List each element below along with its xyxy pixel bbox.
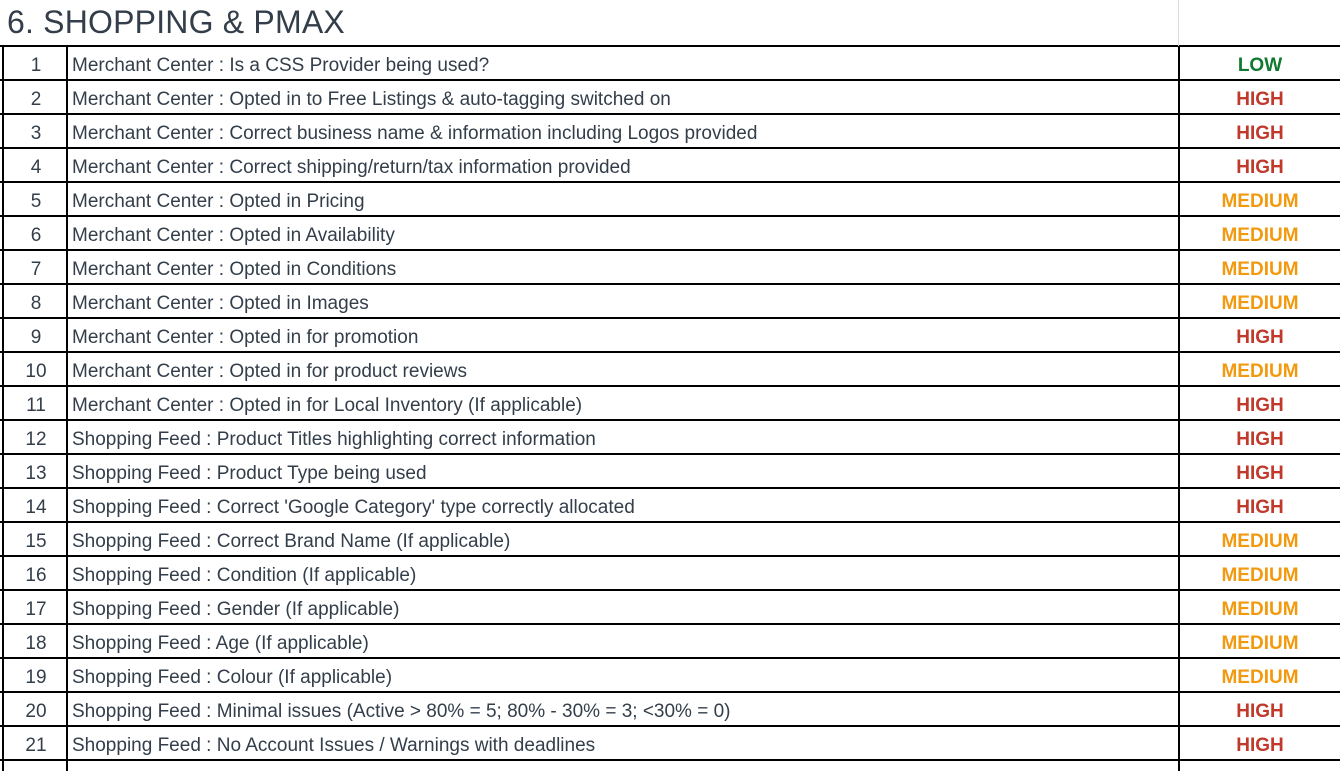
description-cell[interactable]: Merchant Center : Opted in to Free Listings & auto-tagging switched on: [66, 81, 1178, 113]
table-row: [0, 693, 1340, 727]
table-row: [0, 455, 1340, 489]
description-cell[interactable]: Merchant Center : Opted in for product reviews: [66, 353, 1178, 385]
description-cell[interactable]: Shopping Feed : Product Titles highlighting correct information: [66, 421, 1178, 453]
table-row: [0, 727, 1340, 761]
row-number-cell[interactable]: 15: [2, 523, 68, 555]
table-row: [0, 217, 1340, 251]
row-number-cell[interactable]: 5: [2, 183, 68, 215]
row-number-cell[interactable]: 8: [2, 285, 68, 317]
table-row: [0, 523, 1340, 557]
description-cell[interactable]: Shopping Feed : Gender (If applicable): [66, 591, 1178, 623]
priority-cell[interactable]: HIGH: [1178, 387, 1340, 419]
description-cell[interactable]: Merchant Center : Opted in for promotion: [66, 319, 1178, 351]
priority-cell[interactable]: MEDIUM: [1178, 625, 1340, 657]
row-number-cell[interactable]: 7: [2, 251, 68, 283]
priority-cell[interactable]: HIGH: [1178, 693, 1340, 725]
priority-cell[interactable]: MEDIUM: [1178, 217, 1340, 249]
table-row: [0, 81, 1340, 115]
description-cell[interactable]: Shopping Feed : Condition (If applicable): [66, 557, 1178, 589]
table-row: [0, 353, 1340, 387]
checklist-table: [0, 47, 1340, 771]
description-cell[interactable]: Shopping Feed : Correct 'Google Category' type correctly allocated: [66, 489, 1178, 521]
priority-cell[interactable]: MEDIUM: [1178, 353, 1340, 385]
table-row-partial: [0, 761, 1340, 771]
priority-cell[interactable]: MEDIUM: [1178, 523, 1340, 555]
description-cell[interactable]: Merchant Center : Correct business name & information including Logos provided: [66, 115, 1178, 147]
row-number-cell[interactable]: 14: [2, 489, 68, 521]
description-cell[interactable]: Merchant Center : Opted in Conditions: [66, 251, 1178, 283]
table-row: [0, 489, 1340, 523]
priority-cell[interactable]: MEDIUM: [1178, 183, 1340, 215]
table-row: [0, 149, 1340, 183]
row-number-cell[interactable]: 21: [2, 727, 68, 759]
description-cell[interactable]: Merchant Center : Opted in Pricing: [66, 183, 1178, 215]
description-cell[interactable]: Shopping Feed : Colour (If applicable): [66, 659, 1178, 691]
description-cell[interactable]: Merchant Center : Correct shipping/return/tax information provided: [66, 149, 1178, 181]
table-row: [0, 285, 1340, 319]
empty-cell[interactable]: [1178, 761, 1340, 771]
priority-cell[interactable]: HIGH: [1178, 489, 1340, 521]
description-cell[interactable]: Shopping Feed : No Account Issues / Warnings with deadlines: [66, 727, 1178, 759]
row-number-cell[interactable]: 6: [2, 217, 68, 249]
table-row: [0, 387, 1340, 421]
row-number-cell[interactable]: 12: [2, 421, 68, 453]
table-row: [0, 421, 1340, 455]
description-cell[interactable]: Shopping Feed : Correct Brand Name (If applicable): [66, 523, 1178, 555]
priority-cell[interactable]: HIGH: [1178, 421, 1340, 453]
priority-cell[interactable]: MEDIUM: [1178, 251, 1340, 283]
priority-cell[interactable]: MEDIUM: [1178, 591, 1340, 623]
row-number-cell[interactable]: 11: [2, 387, 68, 419]
priority-cell[interactable]: MEDIUM: [1178, 557, 1340, 589]
column-divider: [1178, 0, 1179, 46]
section-title[interactable]: 6. SHOPPING & PMAX: [7, 4, 345, 40]
table-row: [0, 251, 1340, 285]
description-cell[interactable]: Merchant Center : Opted in Availability: [66, 217, 1178, 249]
table-row: [0, 115, 1340, 149]
description-cell[interactable]: Merchant Center : Opted in Images: [66, 285, 1178, 317]
row-number-cell[interactable]: 10: [2, 353, 68, 385]
priority-cell[interactable]: MEDIUM: [1178, 285, 1340, 317]
description-cell[interactable]: Shopping Feed : Minimal issues (Active > 80% = 5; 80% - 30% = 3; <30% = 0): [66, 693, 1178, 725]
description-cell[interactable]: Merchant Center : Opted in for Local Inventory (If applicable): [66, 387, 1178, 419]
priority-cell[interactable]: MEDIUM: [1178, 659, 1340, 691]
priority-cell[interactable]: HIGH: [1178, 319, 1340, 351]
table-row: [0, 47, 1340, 81]
empty-cell[interactable]: [2, 761, 68, 771]
row-number-cell[interactable]: 16: [2, 557, 68, 589]
row-number-cell[interactable]: 4: [2, 149, 68, 181]
table-row: [0, 659, 1340, 693]
priority-cell[interactable]: HIGH: [1178, 727, 1340, 759]
row-number-cell[interactable]: 13: [2, 455, 68, 487]
description-cell[interactable]: Shopping Feed : Age (If applicable): [66, 625, 1178, 657]
row-number-cell[interactable]: 2: [2, 81, 68, 113]
row-number-cell[interactable]: 17: [2, 591, 68, 623]
priority-cell[interactable]: LOW: [1178, 47, 1340, 79]
row-number-cell[interactable]: 20: [2, 693, 68, 725]
priority-cell[interactable]: HIGH: [1178, 115, 1340, 147]
table-row: [0, 183, 1340, 217]
priority-cell[interactable]: HIGH: [1178, 149, 1340, 181]
empty-cell[interactable]: [66, 761, 1178, 771]
priority-cell[interactable]: HIGH: [1178, 81, 1340, 113]
section-title-row: [0, 0, 1340, 47]
row-number-cell[interactable]: 19: [2, 659, 68, 691]
description-cell[interactable]: Merchant Center : Is a CSS Provider being used?: [66, 47, 1178, 79]
row-number-cell[interactable]: 1: [2, 47, 68, 79]
table-row: [0, 319, 1340, 353]
priority-cell[interactable]: HIGH: [1178, 455, 1340, 487]
table-row: [0, 591, 1340, 625]
row-number-cell[interactable]: 18: [2, 625, 68, 657]
description-cell[interactable]: Shopping Feed : Product Type being used: [66, 455, 1178, 487]
row-number-cell[interactable]: 3: [2, 115, 68, 147]
row-number-cell[interactable]: 9: [2, 319, 68, 351]
table-row: [0, 625, 1340, 659]
table-row: [0, 557, 1340, 591]
